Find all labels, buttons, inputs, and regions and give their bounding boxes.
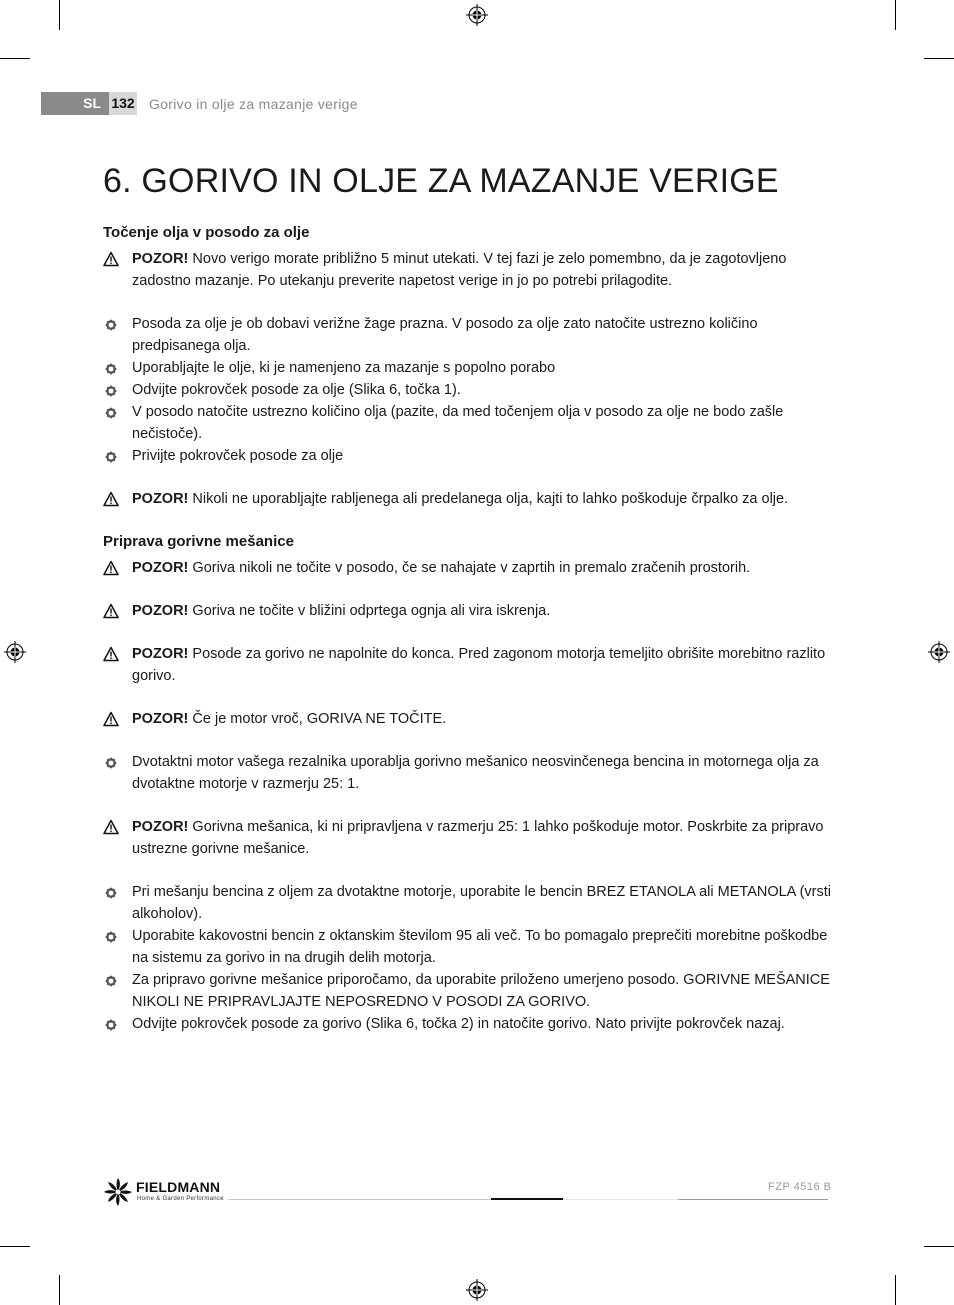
warning-label: POZOR!: [132, 603, 189, 619]
warning-triangle-icon: [103, 711, 119, 727]
list-item: [103, 445, 831, 467]
footer-rule: [563, 1199, 678, 1200]
crop-mark-bottom-right-v: [895, 1275, 896, 1305]
list-item-text: Posoda za olje je ob dobavi verižne žage prazna. V posodo za olje zato natočite ustrezno količino predpisanega olja.: [132, 316, 758, 354]
list-item-text: Privijte pokrovček posode za olje: [132, 448, 344, 464]
page-number: 132: [109, 92, 137, 115]
footer-rule-accent: [491, 1198, 563, 1200]
list-item: [103, 379, 831, 401]
brand-tagline: Home & Garden Performance: [137, 1196, 224, 1202]
list-item: [103, 357, 831, 379]
list-item: [103, 313, 831, 357]
warning-text: Goriva nikoli ne točite v posodo, če se nahajate v zaprtih in premalo zračenih prostorih.: [188, 560, 751, 576]
warning-triangle-icon: [103, 560, 119, 576]
warning-label: POZOR!: [132, 819, 189, 835]
bullet-flower-icon: [105, 363, 117, 375]
bullet-flower-icon: [105, 407, 117, 419]
language-code: SL: [41, 92, 109, 115]
warning-label: POZOR!: [132, 560, 189, 576]
bullet-flower-icon: [105, 1019, 117, 1031]
warning-note: [103, 557, 831, 579]
list-item-text: Uporabljajte le olje, ki je namenjeno za mazanje s popolno porabo: [132, 360, 556, 376]
warning-text: Novo verigo morate približno 5 minut utekati. V tej fazi je zelo pomembno, da je zagotovljeno zadostno mazanje. Po utekanju preverite napetost verige in jo po potrebi prilagodite.: [132, 251, 787, 289]
list-item: [103, 925, 831, 969]
warning-text: Nikoli ne uporabljajte rabljenega ali predelanega olja, kajti to lahko poškoduje črpalko za olje.: [188, 491, 789, 507]
running-header-title: Gorivo in olje za mazanje verige: [149, 96, 358, 112]
footer-rule: [228, 1199, 491, 1200]
crop-mark-top-right-v: [895, 0, 896, 30]
list-item: [103, 1013, 831, 1035]
list-item: [103, 401, 831, 445]
crop-mark-top-left-h: [0, 58, 30, 59]
list-item: [103, 751, 831, 795]
warning-text: Gorivna mešanica, ki ni pripravljena v razmerju 25: 1 lahko poškoduje motor. Poskrbite za pripravo ustrezne gorivne mešanice.: [132, 819, 824, 857]
warning-label: POZOR!: [132, 711, 189, 727]
warning-note: [103, 600, 831, 622]
registration-mark-icon: [466, 1279, 488, 1301]
list-item-text: Dvotaktni motor vašega rezalnika uporablja gorivno mešanico neosvinčenega bencina in motornega olja za dvotaktne motorje v razmerju 25: 1.: [132, 754, 819, 792]
main-content: [103, 222, 831, 1035]
section-heading: Točenje olja v posodo za olje: [103, 224, 310, 241]
bullet-flower-icon: [105, 385, 117, 397]
bullet-flower-icon: [105, 887, 117, 899]
registration-mark-icon: [466, 4, 488, 26]
crop-mark-top-right-h: [924, 58, 954, 59]
list-item-text: Za pripravo gorivne mešanice priporočamo, da uporabite priloženo umerjeno posodo. GORIVNE MEŠANICE NIKOLI NE PRIPRAVLJAJTE NEPOSREDNO V POSODI ZA GORIVO.: [132, 972, 830, 1010]
list-item-text: Odvijte pokrovček posode za gorivo (Slika 6, točka 2) in natočite gorivo. Nato privijte pokrovček nazaj.: [132, 1016, 785, 1032]
warning-note: [103, 708, 831, 730]
warning-text: Če je motor vroč, GORIVA NE TOČITE.: [188, 711, 447, 727]
crop-mark-bottom-right-h: [924, 1246, 954, 1247]
list-item: [103, 969, 831, 1013]
bullet-flower-icon: [105, 975, 117, 987]
footer-rule: [678, 1199, 828, 1200]
list-item: [103, 881, 831, 925]
bullet-flower-icon: [105, 931, 117, 943]
crop-mark-bottom-left-v: [59, 1275, 60, 1305]
warning-triangle-icon: [103, 646, 119, 662]
warning-triangle-icon: [103, 251, 119, 267]
model-number: FZP 4516 B: [768, 1181, 832, 1193]
warning-triangle-icon: [103, 819, 119, 835]
registration-mark-icon: [4, 641, 26, 663]
brand-name: FIELDMANN: [136, 1179, 221, 1195]
page-header-tab: [41, 92, 137, 115]
crop-mark-bottom-left-h: [0, 1246, 30, 1247]
brand-logo: [103, 1177, 228, 1209]
warning-label: POZOR!: [132, 251, 189, 267]
warning-note: [103, 248, 831, 292]
list-item-text: V posodo natočite ustrezno količino olja (pazite, da med točenjem olja v posodo za olje ne bodo zašle nečistoče).: [132, 404, 784, 442]
warning-triangle-icon: [103, 491, 119, 507]
warning-text: Goriva ne točite v bližini odprtega ognja ali vira iskrenja.: [188, 603, 551, 619]
registration-mark-icon: [928, 641, 950, 663]
fieldmann-fan-logo-icon: [103, 1177, 133, 1207]
list-item-text: Uporabite kakovostni bencin z oktanskim številom 95 ali več. To bo pomagalo preprečiti morebitne poškodbe na sistemu za gorivo in na drugih delih motorja.: [132, 928, 828, 966]
warning-text: Posode za gorivo ne napolnite do konca. Pred zagonom motorja temeljito obrišite morebitno razlito gorivo.: [132, 646, 826, 684]
section-heading: Priprava gorivne mešanice: [103, 533, 294, 550]
crop-mark-top-left-v: [59, 0, 60, 30]
chapter-title: 6. GORIVO IN OLJE ZA MAZANJE VERIGE: [103, 162, 779, 200]
list-item-text: Pri mešanju bencina z oljem za dvotaktne motorje, uporabite le bencin BREZ ETANOLA ali METANOLA (vrsti alkoholov).: [132, 884, 831, 922]
warning-note: [103, 816, 831, 860]
warning-note: [103, 488, 831, 510]
warning-label: POZOR!: [132, 646, 189, 662]
bullet-flower-icon: [105, 757, 117, 769]
warning-label: POZOR!: [132, 491, 189, 507]
warning-note: [103, 643, 831, 687]
bullet-flower-icon: [105, 451, 117, 463]
list-item-text: Odvijte pokrovček posode za olje (Slika 6, točka 1).: [132, 382, 461, 398]
warning-triangle-icon: [103, 603, 119, 619]
bullet-flower-icon: [105, 319, 117, 331]
